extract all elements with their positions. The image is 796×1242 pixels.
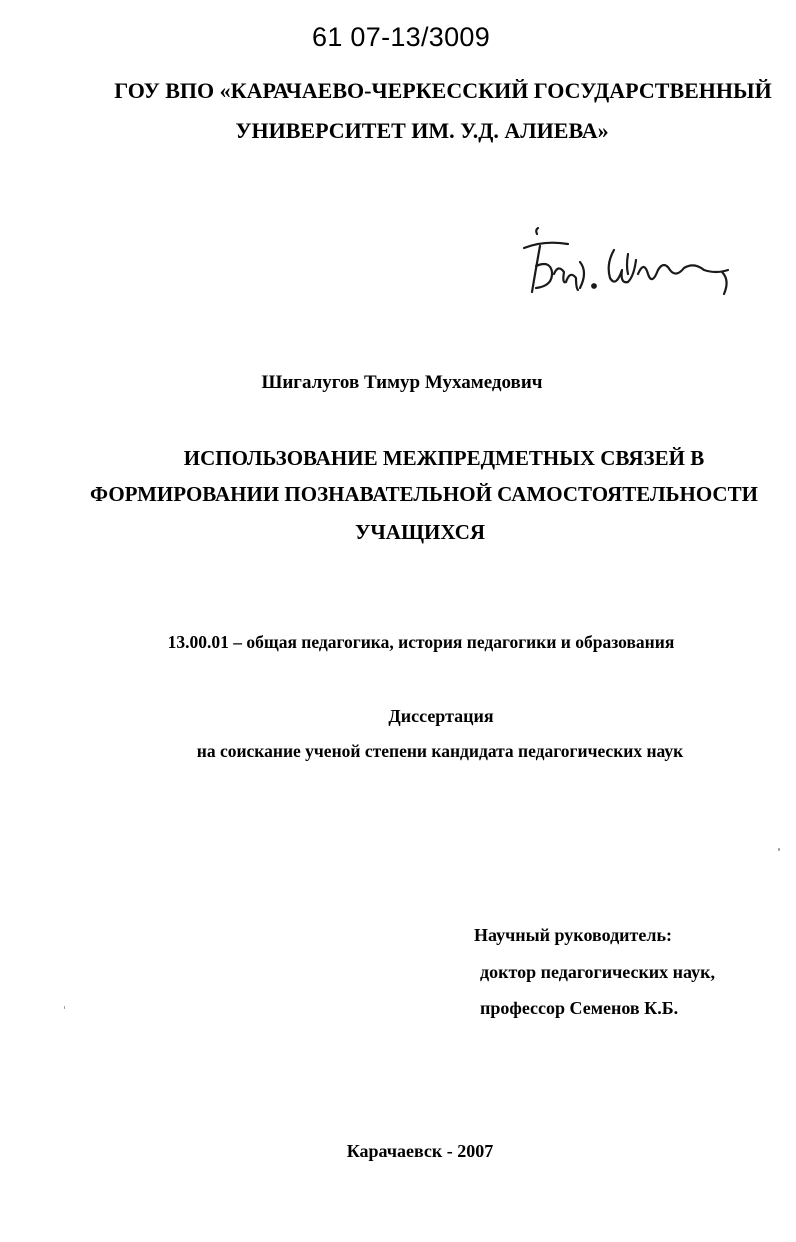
- specialty-code: 13.00.01 – общая педагогика, история педагогики и образования: [167, 632, 675, 652]
- dissertation-title-line-2: ФОРМИРОВАНИИ ПОЗНАВАТЕЛЬНОЙ САМОСТОЯТЕЛЬНОСТИ: [90, 482, 758, 506]
- supervisor-name: профессор Семенов К.Б.: [480, 998, 679, 1018]
- institution-line-2: УНИВЕРСИТЕТ ИМ. У.Д. АЛИЕВА»: [235, 118, 609, 143]
- institution-line-1: ГОУ ВПО «КАРАЧАЕВО-ЧЕРКЕССКИЙ ГОСУДАРСТВЕННЫЙ: [114, 78, 772, 103]
- scan-speck: [778, 848, 780, 851]
- place-and-year: Карачаевск - 2007: [346, 1141, 494, 1161]
- dissertation-title-line-1: ИСПОЛЬЗОВАНИЕ МЕЖПРЕДМЕТНЫХ СВЯЗЕЙ В: [183, 446, 705, 470]
- dissertation-title-line-3: УЧАЩИХСЯ: [354, 520, 486, 544]
- archive-number: 61 07-13/3009: [312, 22, 491, 52]
- handwritten-signature: [510, 214, 750, 314]
- work-type: Диссертация: [388, 706, 494, 726]
- scan-speck: [64, 1006, 65, 1009]
- supervisor-degree: доктор педагогических наук,: [480, 962, 716, 982]
- supervisor-label: Научный руководитель:: [474, 925, 672, 945]
- author-name: Шигалугов Тимур Мухамедович: [261, 372, 543, 393]
- degree-statement: на соискание ученой степени кандидата педагогических наук: [196, 741, 684, 761]
